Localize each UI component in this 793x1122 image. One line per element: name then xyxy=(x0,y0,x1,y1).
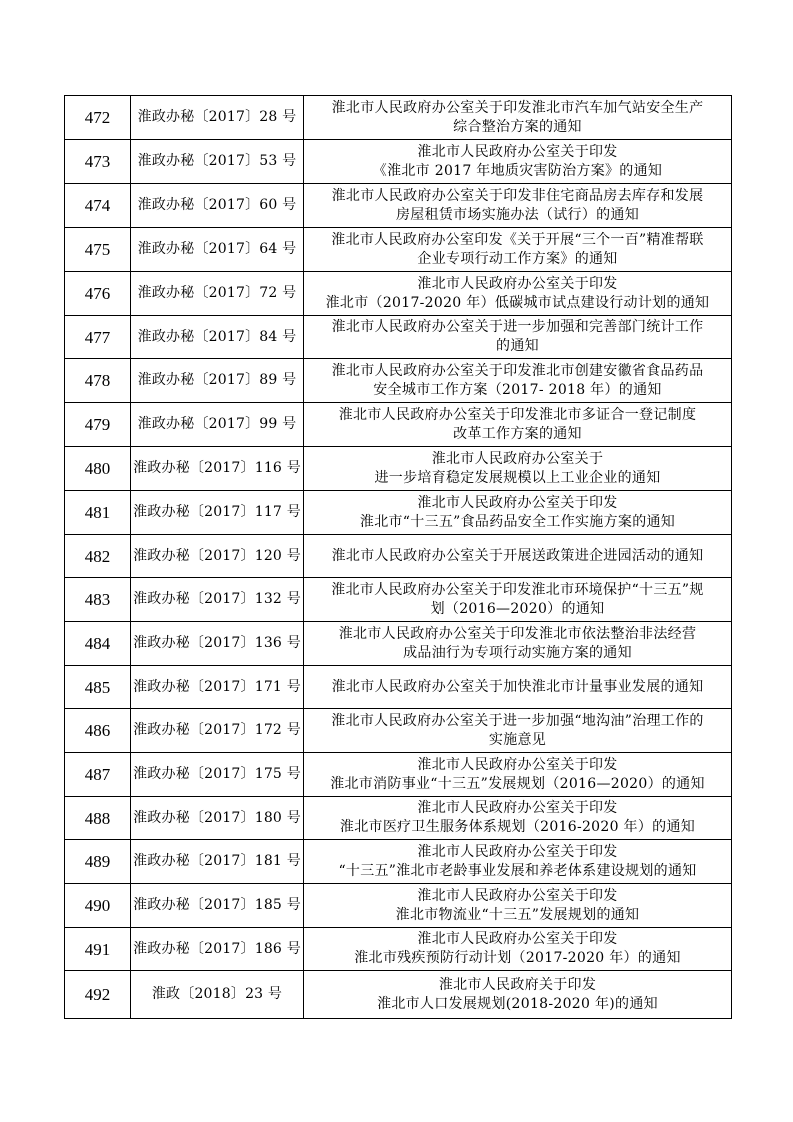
document-title-line: 淮北市人民政府办公室关于进一步加强“地沟油”治理工作的 xyxy=(331,712,704,729)
document-number: 淮政办秘〔2017〕64 号 xyxy=(131,228,304,272)
document-title-line: 淮北市人民政府办公室印发《关于开展“三个一百”精准帮联 xyxy=(331,231,704,248)
document-title-line: 淮北市人民政府办公室关于加快淮北市计量事业发展的通知 xyxy=(331,678,704,695)
document-title-line: 淮北市人民政府办公室关于印发 xyxy=(417,275,618,292)
table-row xyxy=(65,971,732,1019)
table-row xyxy=(65,316,732,359)
document-title xyxy=(304,578,732,622)
document-title-line: 安全城市工作方案（2017- 2018 年）的通知 xyxy=(373,381,662,398)
document-title-line: 淮北市人民政府办公室关于印发 xyxy=(417,931,618,947)
table-row xyxy=(65,535,732,578)
document-title xyxy=(304,971,732,1019)
document-title-line: 淮北市人民政府办公室关于印发淮北市汽车加气站安全生产 xyxy=(331,99,704,116)
document-title-line: 淮北市人民政府办公室关于印发 xyxy=(417,843,618,860)
document-title-line: 改革工作方案的通知 xyxy=(453,425,582,442)
table-row xyxy=(65,447,732,491)
row-number: 481 xyxy=(65,491,131,535)
row-number: 486 xyxy=(65,709,131,753)
table-row xyxy=(65,797,732,840)
row-number: 484 xyxy=(65,622,131,666)
row-number: 477 xyxy=(65,316,131,359)
document-title-line: 淮北市物流业“十三五”发展规划的通知 xyxy=(395,906,640,923)
row-number: 478 xyxy=(65,359,131,403)
document-number: 淮政办秘〔2017〕171 号 xyxy=(131,666,304,709)
document-title-line: 房屋租赁市场实施办法（试行）的通知 xyxy=(395,206,640,223)
document-number: 淮政办秘〔2017〕117 号 xyxy=(131,491,304,535)
document-title-line: 《淮北市 2017 年地质灾害防治方案》的通知 xyxy=(372,162,663,179)
document-title-line: 淮北市人民政府办公室关于印发淮北市环境保护“十三五”规 xyxy=(331,581,704,598)
document-title xyxy=(304,666,732,709)
document-title xyxy=(304,403,732,447)
row-number: 482 xyxy=(65,535,131,578)
document-number: 淮政办秘〔2017〕186 号 xyxy=(131,928,304,971)
document-number: 淮政办秘〔2017〕28 号 xyxy=(131,96,304,140)
table-row xyxy=(65,491,732,535)
document-number: 淮政办秘〔2017〕120 号 xyxy=(131,535,304,578)
document-number: 淮政办秘〔2017〕116 号 xyxy=(131,447,304,491)
table-row xyxy=(65,140,732,184)
document-title-line: 淮北市人民政府办公室关于印发 xyxy=(417,800,618,816)
document-title-line: 成品油行为专项行动实施方案的通知 xyxy=(403,644,632,661)
document-number: 淮政办秘〔2017〕185 号 xyxy=(131,884,304,928)
document-title-line: 淮北市消防事业“十三五”发展规划（2016—2020）的通知 xyxy=(330,775,705,792)
document-title xyxy=(304,709,732,753)
row-number: 487 xyxy=(65,753,131,797)
document-title-line: 淮北市人民政府办公室关于印发 xyxy=(417,494,618,511)
row-number: 483 xyxy=(65,578,131,622)
table-row xyxy=(65,228,732,272)
row-number: 473 xyxy=(65,140,131,184)
document-title-line: 淮北市残疾预防行动计划（2017-2020 年）的通知 xyxy=(354,950,681,966)
table-row xyxy=(65,840,732,884)
table-row xyxy=(65,359,732,403)
document-title-line: 淮北市人民政府办公室关于印发 xyxy=(417,143,618,160)
document-title-line: 实施意见 xyxy=(488,731,547,748)
row-number: 480 xyxy=(65,447,131,491)
table-row xyxy=(65,666,732,709)
document-title-line: 淮北市人民政府办公室关于印发 xyxy=(417,887,618,904)
document-page xyxy=(64,95,731,1019)
table-body xyxy=(65,96,732,1019)
document-title xyxy=(304,840,732,884)
document-number: 淮政办秘〔2017〕89 号 xyxy=(131,359,304,403)
document-title-line: “十三五”淮北市老龄事业发展和养老体系建设规划的通知 xyxy=(338,862,697,879)
row-number: 472 xyxy=(65,96,131,140)
row-number: 479 xyxy=(65,403,131,447)
document-title-line: 淮北市人民政府办公室关于开展送政策进企进园活动的通知 xyxy=(331,547,704,564)
document-title xyxy=(304,140,732,184)
row-number: 475 xyxy=(65,228,131,272)
row-number: 474 xyxy=(65,184,131,228)
table-row xyxy=(65,403,732,447)
document-title-line: 淮北市人民政府办公室关于印发淮北市依法整治非法经营 xyxy=(338,625,697,642)
document-title xyxy=(304,228,732,272)
document-title-line: 淮北市人口发展规划(2018-2020 年)的通知 xyxy=(377,995,658,1012)
table-row xyxy=(65,578,732,622)
document-title-line: 综合整治方案的通知 xyxy=(453,118,582,135)
row-number: 476 xyxy=(65,272,131,316)
document-number: 淮政办秘〔2017〕132 号 xyxy=(131,578,304,622)
document-number: 淮政办秘〔2017〕136 号 xyxy=(131,622,304,666)
document-list-table xyxy=(64,95,732,1019)
table-row xyxy=(65,709,732,753)
document-number: 淮政〔2018〕23 号 xyxy=(131,971,304,1019)
document-title-line: 划（2016—2020）的通知 xyxy=(430,600,605,617)
row-number: 489 xyxy=(65,840,131,884)
document-title xyxy=(304,316,732,359)
document-number: 淮政办秘〔2017〕180 号 xyxy=(131,797,304,840)
document-title xyxy=(304,928,732,971)
document-title-line: 淮北市人民政府办公室关于进一步加强和完善部门统计工作 xyxy=(331,319,704,335)
table-row xyxy=(65,272,732,316)
document-title-line: 淮北市人民政府办公室关于印发淮北市创建安徽省食品药品 xyxy=(331,362,704,379)
table-row xyxy=(65,753,732,797)
document-number: 淮政办秘〔2017〕99 号 xyxy=(131,403,304,447)
document-title-line: 淮北市人民政府办公室关于印发非住宅商品房去库存和发展 xyxy=(331,187,704,204)
document-title xyxy=(304,96,732,140)
document-title-line: 企业专项行动工作方案》的通知 xyxy=(417,250,618,267)
row-number: 492 xyxy=(65,971,131,1019)
document-title-line: 的通知 xyxy=(496,338,539,354)
document-title-line: 淮北市“十三五”食品药品安全工作实施方案的通知 xyxy=(359,513,676,530)
row-number: 485 xyxy=(65,666,131,709)
document-number: 淮政办秘〔2017〕172 号 xyxy=(131,709,304,753)
row-number: 491 xyxy=(65,928,131,971)
document-title xyxy=(304,535,732,578)
document-title xyxy=(304,753,732,797)
document-title xyxy=(304,359,732,403)
document-title-line: 淮北市医疗卫生服务体系规划（2016-2020 年）的通知 xyxy=(339,819,696,835)
document-title xyxy=(304,884,732,928)
table-row xyxy=(65,928,732,971)
document-title-line: 淮北市（2017-2020 年）低碳城市试点建设行动计划的通知 xyxy=(325,294,710,311)
document-title xyxy=(304,184,732,228)
document-title-line: 淮北市人民政府办公室关于 xyxy=(431,450,604,467)
document-title-line: 进一步培育稳定发展规模以上工业企业的通知 xyxy=(374,469,661,486)
document-number: 淮政办秘〔2017〕175 号 xyxy=(131,753,304,797)
document-title-line: 淮北市人民政府办公室关于印发 xyxy=(417,756,618,773)
document-number: 淮政办秘〔2017〕84 号 xyxy=(131,316,304,359)
document-title-line: 淮北市人民政府关于印发 xyxy=(438,976,597,993)
table-row xyxy=(65,884,732,928)
document-title xyxy=(304,622,732,666)
document-number: 淮政办秘〔2017〕60 号 xyxy=(131,184,304,228)
table-row xyxy=(65,622,732,666)
document-title-line: 淮北市人民政府办公室关于印发淮北市多证合一登记制度 xyxy=(338,406,697,423)
document-number: 淮政办秘〔2017〕72 号 xyxy=(131,272,304,316)
document-number: 淮政办秘〔2017〕181 号 xyxy=(131,840,304,884)
document-number: 淮政办秘〔2017〕53 号 xyxy=(131,140,304,184)
row-number: 488 xyxy=(65,797,131,840)
table-row xyxy=(65,184,732,228)
document-title xyxy=(304,272,732,316)
row-number: 490 xyxy=(65,884,131,928)
document-title xyxy=(304,797,732,840)
table-row xyxy=(65,96,732,140)
document-title xyxy=(304,447,732,491)
document-title xyxy=(304,491,732,535)
